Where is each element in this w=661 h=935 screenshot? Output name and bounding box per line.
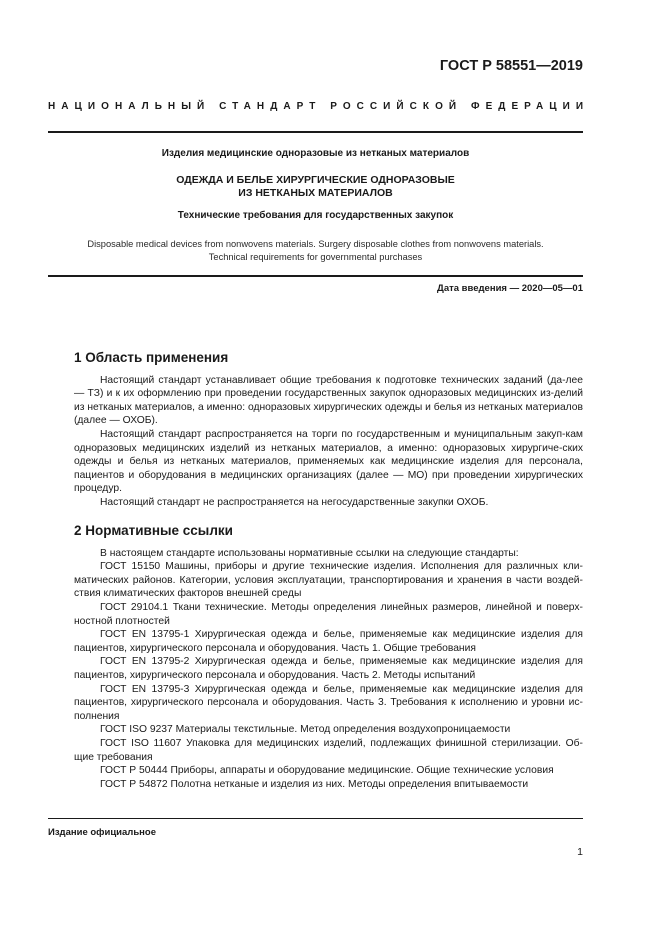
title-bottom-divider xyxy=(48,275,583,277)
title-main xyxy=(48,174,583,200)
section-1-heading: 1 Область применения xyxy=(74,350,229,365)
title-main-line1: ОДЕЖДА И БЕЛЬЕ ХИРУРГИЧЕСКИЕ ОДНОРАЗОВЫЕ xyxy=(176,174,455,186)
national-standard-title: НАЦИОНАЛЬНЫЙ СТАНДАРТ РОССИЙСКОЙ ФЕДЕРАЦИИ xyxy=(48,101,590,112)
title-general: Изделия медицинские одноразовые из нетканых материалов xyxy=(161,148,470,159)
reference-item: ГОСТ 15150 Машины, приборы и другие технические изделия. Исполнения для различных кли-матических районов. Категории, условия эксплуатации, транспортирования и хранения в части воздей-ствия климатических факторов внешней среды xyxy=(74,561,583,600)
page-number: 1 xyxy=(577,846,583,858)
official-edition-label: Издание официальное xyxy=(48,827,156,838)
top-divider xyxy=(48,131,583,133)
title-english-line2: Technical requirements for governmental purchases xyxy=(208,252,423,262)
reference-item: ГОСТ EN 13795-2 Хирургическая одежда и белье, применяемые как медицинские изделия для пациентов, хирургического персонала и оборудования. Часть 2. Методы испытаний xyxy=(74,656,583,681)
title-sub: Технические требования для государственных закупок xyxy=(177,210,454,221)
reference-item: ГОСТ Р 54872 Полотна нетканые и изделия из них. Методы определения впитываемости xyxy=(100,778,529,790)
reference-item: ГОСТ 29104.1 Ткани технические. Методы определения линейных размеров, линейной и поверх-ностной плотностей xyxy=(74,601,583,627)
reference-item: ГОСТ ISO 9237 Материалы текстильные. Метод определения воздухопроницаемости xyxy=(100,724,511,736)
section-1-paragraph-1: Настоящий стандарт устанавливает общие требования к подготовке технических заданий (да-лее — ТЗ) и к их оформлению при проведении государственных закупок одноразовых медицинских из-делий из нетканых материалов, а именно: одноразовых хирургических одежды и белья из нетканых материалов (далее — ОХОБ). xyxy=(74,374,583,427)
title-english-line1: Disposable medical devices from nonwovens materials. Surgery disposable clothes from nonwovens materials. xyxy=(87,239,544,249)
section-2-intro: В настоящем стандарте использованы нормативные ссылки на следующие стандарты: xyxy=(100,547,519,559)
title-main-line2: ИЗ НЕТКАНЫХ МАТЕРИАЛОВ xyxy=(238,187,393,199)
section-1-paragraph-3: Настоящий стандарт не распространяется на негосударственные закупки ОХОБ. xyxy=(100,496,489,508)
gost-number: ГОСТ Р 58551—2019 xyxy=(439,58,583,74)
section-1 xyxy=(74,351,583,510)
footer-divider xyxy=(48,818,583,819)
reference-item: ГОСТ EN 13795-1 Хирургическая одежда и белье, применяемые как медицинские изделия для пациентов, хирургического персонала и оборудования. Часть 1. Общие требования xyxy=(74,629,583,654)
reference-item: ГОСТ ISO 11607 Упаковка для медицинских изделий, подлежащих финишной стерилизации. Об-щие требования xyxy=(74,737,583,763)
section-1-paragraph-2: Настоящий стандарт распространяется на торги по государственным и муниципальным закуп-кам одноразовых медицинских изделий из нетканых материалов, а именно: одноразовых хирургиче-ских одежды и белья из нетканых материалов, применяемых как медицинские изделия для персонала, пациентов и оборудования в медицинских организациях (далее — МО) при проведении хирургических процедур. xyxy=(74,428,583,495)
reference-item: ГОСТ Р 50444 Приборы, аппараты и оборудование медицинские. Общие технические условия xyxy=(100,765,554,777)
section-2 xyxy=(74,524,583,791)
section-2-heading: 2 Нормативные ссылки xyxy=(74,523,233,538)
introduction-date: Дата введения — 2020—05—01 xyxy=(437,283,583,294)
reference-item: ГОСТ EN 13795-3 Хирургическая одежда и белье, применяемые как медицинские изделия для пациентов, хирургического персонала и оборудования. Часть 3. Требования к исполнению и уровни ис-полнения xyxy=(74,683,583,722)
title-english xyxy=(48,238,583,264)
